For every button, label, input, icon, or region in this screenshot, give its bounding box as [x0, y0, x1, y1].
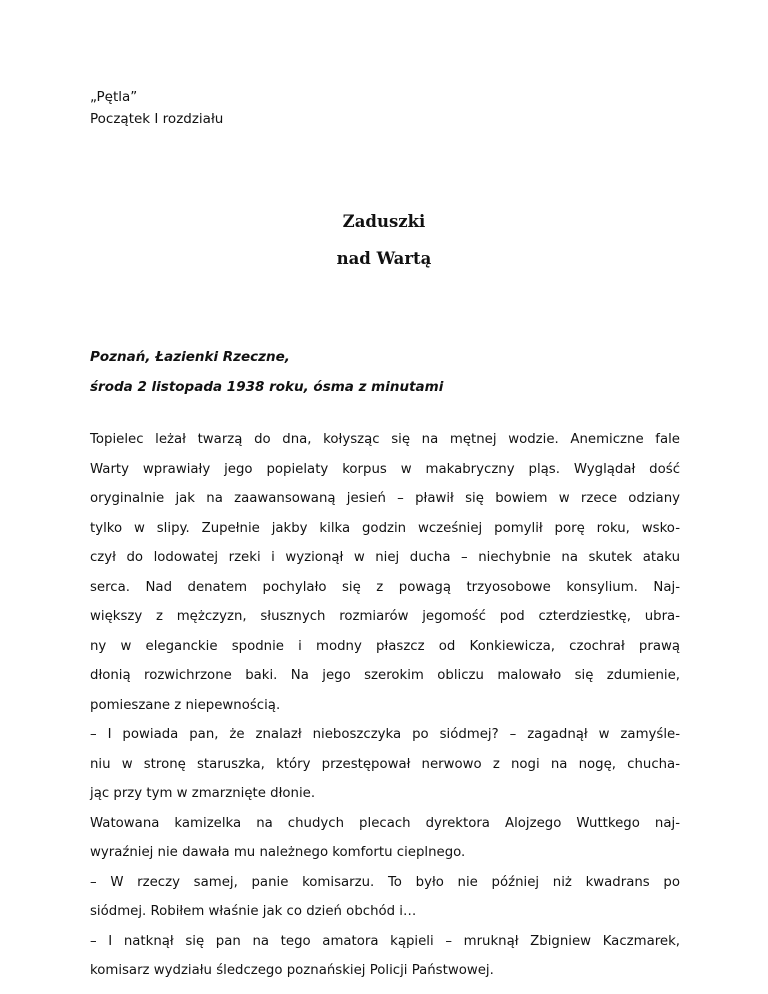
- scene-date: środa 2 listopada 1938 roku, ósma z minutami: [90, 379, 444, 395]
- scene-heading: [90, 342, 443, 402]
- chapter-note: Początek I rozdziału: [90, 111, 224, 127]
- text-line: większy z mężczyzn, słusznych rozmiarów jegomość pod czterdziestkę, ubra-: [90, 609, 680, 624]
- document-header: [90, 86, 223, 130]
- text-line: czył do lodowatej rzeki i wyzionął w niej ducha – niechybnie na skutek ataku: [90, 550, 680, 565]
- text-line: dłonią rozwichrzone baki. Na jego szerokim obliczu malowało się zdumienie,: [90, 668, 680, 683]
- book-title: „Pętla”: [90, 89, 138, 105]
- text-line: – I powiada pan, że znalazł nieboszczyka po siódmej? – zagadnął w zamyśle-: [90, 727, 680, 742]
- text-line: Watowana kamizelka na chudych plecach dyrektora Alojzego Wuttkego naj-: [90, 815, 680, 831]
- text-line: pomieszane z niepewnością.: [90, 697, 281, 713]
- text-line: tylko w slipy. Zupełnie jakby kilka godzin wcześniej pomylił porę roku, wsko-: [90, 520, 680, 536]
- text-line: Warty wprawiały jego popielaty korpus w makabryczny pląs. Wyglądał dość: [90, 461, 680, 477]
- text-line: – W rzeczy samej, panie komisarzu. To było nie później niż kwadrans po: [90, 874, 680, 890]
- text-line: ny w eleganckie spodnie i modny płaszcz od Konkiewicza, czochrał prawą: [90, 638, 680, 654]
- text-line: oryginalnie jak na zaawansowaną jesień – pławił się bowiem w rzece odziany: [90, 491, 680, 506]
- chapter-title: [0, 203, 768, 277]
- text-line: Topielec leżał twarzą do dna, kołysząc się na mętnej wodzie. Anemiczne fale: [90, 432, 680, 447]
- text-line: – I natknął się pan na tego amatora kąpieli – mruknął Zbigniew Kaczmarek,: [90, 933, 680, 949]
- scene-location: Poznań, Łazienki Rzeczne,: [90, 349, 290, 365]
- text-line: komisarz wydziału śledczego poznańskiej Policji Państwowej.: [90, 963, 494, 978]
- text-line: jąc przy tym w zmarznięte dłonie.: [90, 786, 316, 801]
- body-text: [90, 425, 680, 986]
- text-line: siódmej. Robiłem właśnie jak co dzień obchód i…: [90, 904, 417, 919]
- text-line: wyraźniej nie dawała mu należnego komfortu cieplnego.: [90, 845, 466, 860]
- text-line: niu w stronę staruszka, który przestępował nerwowo z nogi na nogę, chucha-: [90, 756, 680, 772]
- text-line: serca. Nad denatem pochylało się z powagą trzyosobowe konsylium. Naj-: [90, 579, 680, 595]
- chapter-title-line-1: Zaduszki: [342, 212, 426, 231]
- chapter-title-line-2: nad Wartą: [336, 249, 432, 268]
